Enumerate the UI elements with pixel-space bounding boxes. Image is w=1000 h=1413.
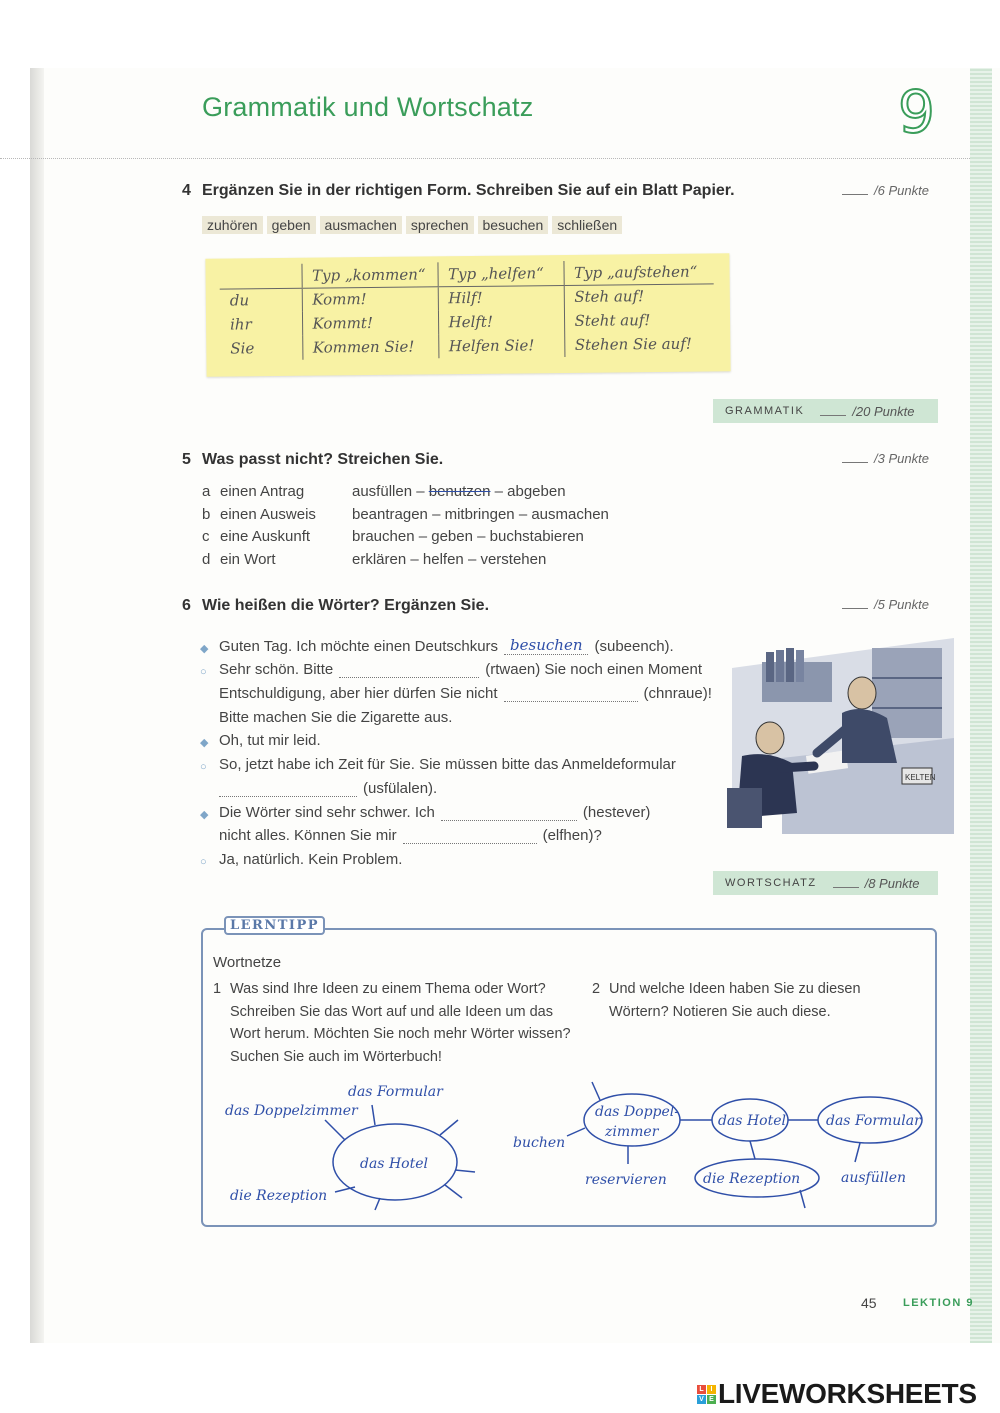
dialog-line: ○ Sehr schön. Bitte (rtwaen) Sie noch einen Moment bbox=[200, 661, 703, 679]
table-cell: Steht auf! bbox=[564, 307, 714, 333]
exercise-4-heading bbox=[182, 182, 735, 200]
verb-option[interactable]: ausfüllen bbox=[352, 483, 413, 500]
verb-option[interactable]: helfen bbox=[422, 551, 464, 569]
header-divider bbox=[0, 158, 970, 159]
table-header: Typ „helfen“ bbox=[437, 261, 563, 286]
word-chip: schließen bbox=[552, 216, 622, 234]
word-chip: ausmachen bbox=[320, 216, 402, 234]
circle-bullet-icon: ○ bbox=[200, 666, 207, 679]
mindmap-connector bbox=[567, 1128, 585, 1136]
diamond-bullet-icon: ◆ bbox=[200, 737, 209, 750]
svg-text:das Doppel-: das Doppel- bbox=[595, 1104, 680, 1120]
exercise-4-points bbox=[842, 183, 929, 198]
office-scene-illustration bbox=[722, 638, 954, 834]
badge-label: GRAMMATIK bbox=[725, 405, 805, 417]
list-item: d ein Wort erklären – helfen – verstehen bbox=[202, 551, 609, 574]
page-side-strip bbox=[970, 68, 992, 1343]
answer-field[interactable] bbox=[403, 843, 537, 844]
svg-text:zimmer: zimmer bbox=[605, 1124, 659, 1140]
verb-option[interactable]: geben bbox=[431, 528, 473, 546]
points-blank[interactable] bbox=[842, 462, 868, 463]
answer-field[interactable] bbox=[441, 820, 577, 821]
points-blank[interactable] bbox=[842, 608, 868, 609]
mindmap-connector bbox=[455, 1170, 475, 1172]
exercise-6-instruction: Wie heißen die Wörter? Ergänzen Sie. bbox=[202, 597, 490, 614]
mindmap-label: die Rezeption bbox=[230, 1188, 328, 1204]
mindmap-label: ausfüllen bbox=[841, 1170, 907, 1186]
points-label: /6 Punkte bbox=[874, 183, 929, 198]
diamond-bullet-icon: ◆ bbox=[200, 642, 209, 655]
circle-bullet-icon: ○ bbox=[200, 761, 207, 774]
chapter-number: 9 bbox=[898, 78, 935, 146]
exercise-5-list bbox=[202, 483, 609, 574]
mindmap-connector bbox=[372, 1105, 375, 1125]
verb-option-struck[interactable]: benutzen bbox=[428, 483, 491, 500]
dialog-line: ◆ Die Wörter sind sehr schwer. Ich (hestever) bbox=[200, 803, 651, 821]
points-blank[interactable] bbox=[842, 194, 868, 195]
mindmap-connector bbox=[375, 1198, 380, 1210]
word-network-diagrams bbox=[200, 1060, 940, 1220]
lerntipp-tag: LERNTIPP bbox=[224, 916, 325, 935]
page-title: Grammatik und Wortschatz bbox=[202, 92, 534, 122]
page-edge-shadow bbox=[30, 68, 44, 1343]
wortschatz-badge bbox=[713, 871, 938, 895]
exercise-4-number: 4 bbox=[182, 182, 191, 199]
table-cell: Kommt! bbox=[302, 310, 438, 335]
svg-text:die Rezeption: die Rezeption bbox=[703, 1171, 801, 1187]
table-cell: Sie bbox=[230, 339, 255, 358]
exercise-6-heading bbox=[182, 597, 489, 615]
mindmap-connector bbox=[750, 1141, 755, 1159]
list-item: b einen Ausweis beantragen – mitbringen – ausmachen bbox=[202, 506, 609, 529]
mindmap-label: buchen bbox=[513, 1135, 566, 1151]
badge-label: WORTSCHATZ bbox=[725, 877, 817, 889]
badge-points: /20 Punkte bbox=[820, 404, 914, 419]
points-blank[interactable] bbox=[833, 887, 859, 888]
exercise-6-points: /5 Punkte bbox=[842, 597, 929, 612]
table-cell: Hilf! bbox=[438, 285, 564, 310]
dialog-line: ○ Ja, natürlich. Kein Problem. bbox=[200, 850, 403, 868]
verb-option[interactable]: ausmachen bbox=[531, 505, 609, 523]
desk-nameplate: KELTEN bbox=[905, 773, 936, 782]
mindmap-connector bbox=[855, 1143, 860, 1162]
verb-option[interactable]: mitbringen bbox=[444, 505, 515, 523]
svg-text:das Formular: das Formular bbox=[826, 1113, 921, 1129]
exercise-6-number: 6 bbox=[182, 597, 191, 614]
verb-option[interactable]: abgeben bbox=[507, 483, 566, 500]
table-cell: Kommen Sie! bbox=[302, 334, 438, 359]
dialog-line: nicht alles. Können Sie mir (elfhen)? bbox=[219, 827, 602, 845]
exercise-4-instruction: Ergänzen Sie in der richtigen Form. Schreiben Sie auf ein Blatt Papier. bbox=[202, 182, 735, 199]
lerntipp-title: Wortnetze bbox=[213, 954, 282, 971]
table-header bbox=[219, 264, 301, 289]
mindmap-connector bbox=[440, 1120, 458, 1135]
verb-option[interactable]: erklären bbox=[352, 551, 407, 569]
lerntipp-paragraph-1: 1 Was sind Ihre Ideen zu einem Thema oder Wort? Schreiben Sie das Wort auf und alle Ideen um das Wort herum. Möchten Sie noch mehr Wörter wissen? Suchen Sie auch im Wörterbuch! bbox=[213, 981, 571, 1065]
verb-option[interactable]: brauchen bbox=[352, 528, 415, 546]
word-chip: geben bbox=[267, 216, 316, 234]
table-cell: Komm! bbox=[302, 286, 438, 311]
word-chip: besuchen bbox=[478, 216, 549, 234]
dialog-line: Entschuldigung, aber hier dürfen Sie nicht (chnraue)! bbox=[219, 685, 712, 703]
lesson-label: LEKTION 9 bbox=[903, 1297, 974, 1309]
mindmap-connector bbox=[592, 1082, 600, 1100]
mindmap-connector bbox=[325, 1120, 345, 1140]
list-item: a einen Antrag ausfüllen – benutzen – abgeben bbox=[202, 483, 609, 506]
exercise-6-dialog bbox=[200, 631, 712, 868]
grammatik-badge bbox=[713, 399, 938, 423]
answer-field[interactable] bbox=[219, 796, 357, 797]
table-cell: Steh auf! bbox=[564, 283, 714, 309]
mindmap-label: reservieren bbox=[585, 1172, 667, 1188]
svg-text:das Hotel: das Hotel bbox=[718, 1113, 786, 1129]
table-cell: Stehen Sie auf! bbox=[564, 331, 714, 357]
answer-field[interactable] bbox=[339, 677, 479, 678]
page-number: 45 bbox=[861, 1295, 877, 1311]
mindmap-connector bbox=[800, 1190, 805, 1208]
lerntipp-paragraph-2: 2 Und welche Ideen haben Sie zu diesen Wörtern? Notieren Sie auch diese. bbox=[592, 981, 861, 1020]
mindmap-center-label: das Hotel bbox=[360, 1156, 428, 1172]
verb-option[interactable]: verstehen bbox=[480, 551, 547, 569]
liveworksheets-watermark bbox=[697, 1378, 977, 1410]
dialog-line: ◆ Guten Tag. Ich möchte einen Deutschkurs besuchen (subeench). bbox=[200, 635, 674, 655]
dialog-line: ○ So, jetzt habe ich Zeit für Sie. Sie müssen bitte das Anmeldeformular bbox=[200, 756, 676, 774]
points-blank[interactable] bbox=[820, 415, 846, 416]
table-header: Typ „aufstehen“ bbox=[563, 259, 713, 285]
table-cell: ihr bbox=[229, 315, 252, 334]
diamond-bullet-icon: ◆ bbox=[200, 808, 209, 821]
word-chip: zuhören bbox=[202, 216, 263, 234]
table-header: Typ „kommen“ bbox=[301, 262, 437, 287]
exercise-5-number: 5 bbox=[182, 451, 191, 468]
word-bank bbox=[202, 216, 622, 234]
table-row bbox=[220, 331, 714, 360]
table-cell: Helfen Sie! bbox=[438, 333, 564, 358]
dialog-line: Bitte machen Sie die Zigarette aus. bbox=[219, 708, 453, 726]
exercise-5-points: /3 Punkte bbox=[842, 451, 929, 466]
table-cell: du bbox=[229, 291, 250, 310]
dialog-line: (usfülalen). bbox=[200, 773, 712, 797]
dialog-line: ◆ Oh, tut mir leid. bbox=[200, 732, 321, 750]
table-cell: Helft! bbox=[438, 309, 564, 334]
imperative-table bbox=[219, 259, 714, 360]
list-item: c eine Auskunft brauchen – geben – buchstabieren bbox=[202, 528, 609, 551]
sticky-note-grammar bbox=[205, 253, 730, 376]
answer-field[interactable]: besuchen bbox=[504, 636, 588, 655]
badge-points: /8 Punkte bbox=[833, 876, 920, 891]
mindmap-label: das Doppelzimmer bbox=[225, 1103, 358, 1119]
circle-bullet-icon: ○ bbox=[200, 855, 207, 868]
verb-option[interactable]: beantragen bbox=[352, 505, 428, 523]
exercise-5-instruction: Was passt nicht? Streichen Sie. bbox=[202, 451, 444, 468]
mindmap-label: das Formular bbox=[348, 1084, 443, 1100]
exercise-5-heading bbox=[182, 451, 443, 469]
liveworksheets-logo-icon: L I V E bbox=[697, 1385, 716, 1404]
watermark-text: LIVEWORKSHEETS bbox=[718, 1378, 977, 1409]
verb-option[interactable]: buchstabieren bbox=[489, 528, 584, 546]
word-chip: sprechen bbox=[406, 216, 474, 234]
mindmap-connector bbox=[445, 1185, 462, 1198]
answer-field[interactable] bbox=[504, 701, 638, 702]
